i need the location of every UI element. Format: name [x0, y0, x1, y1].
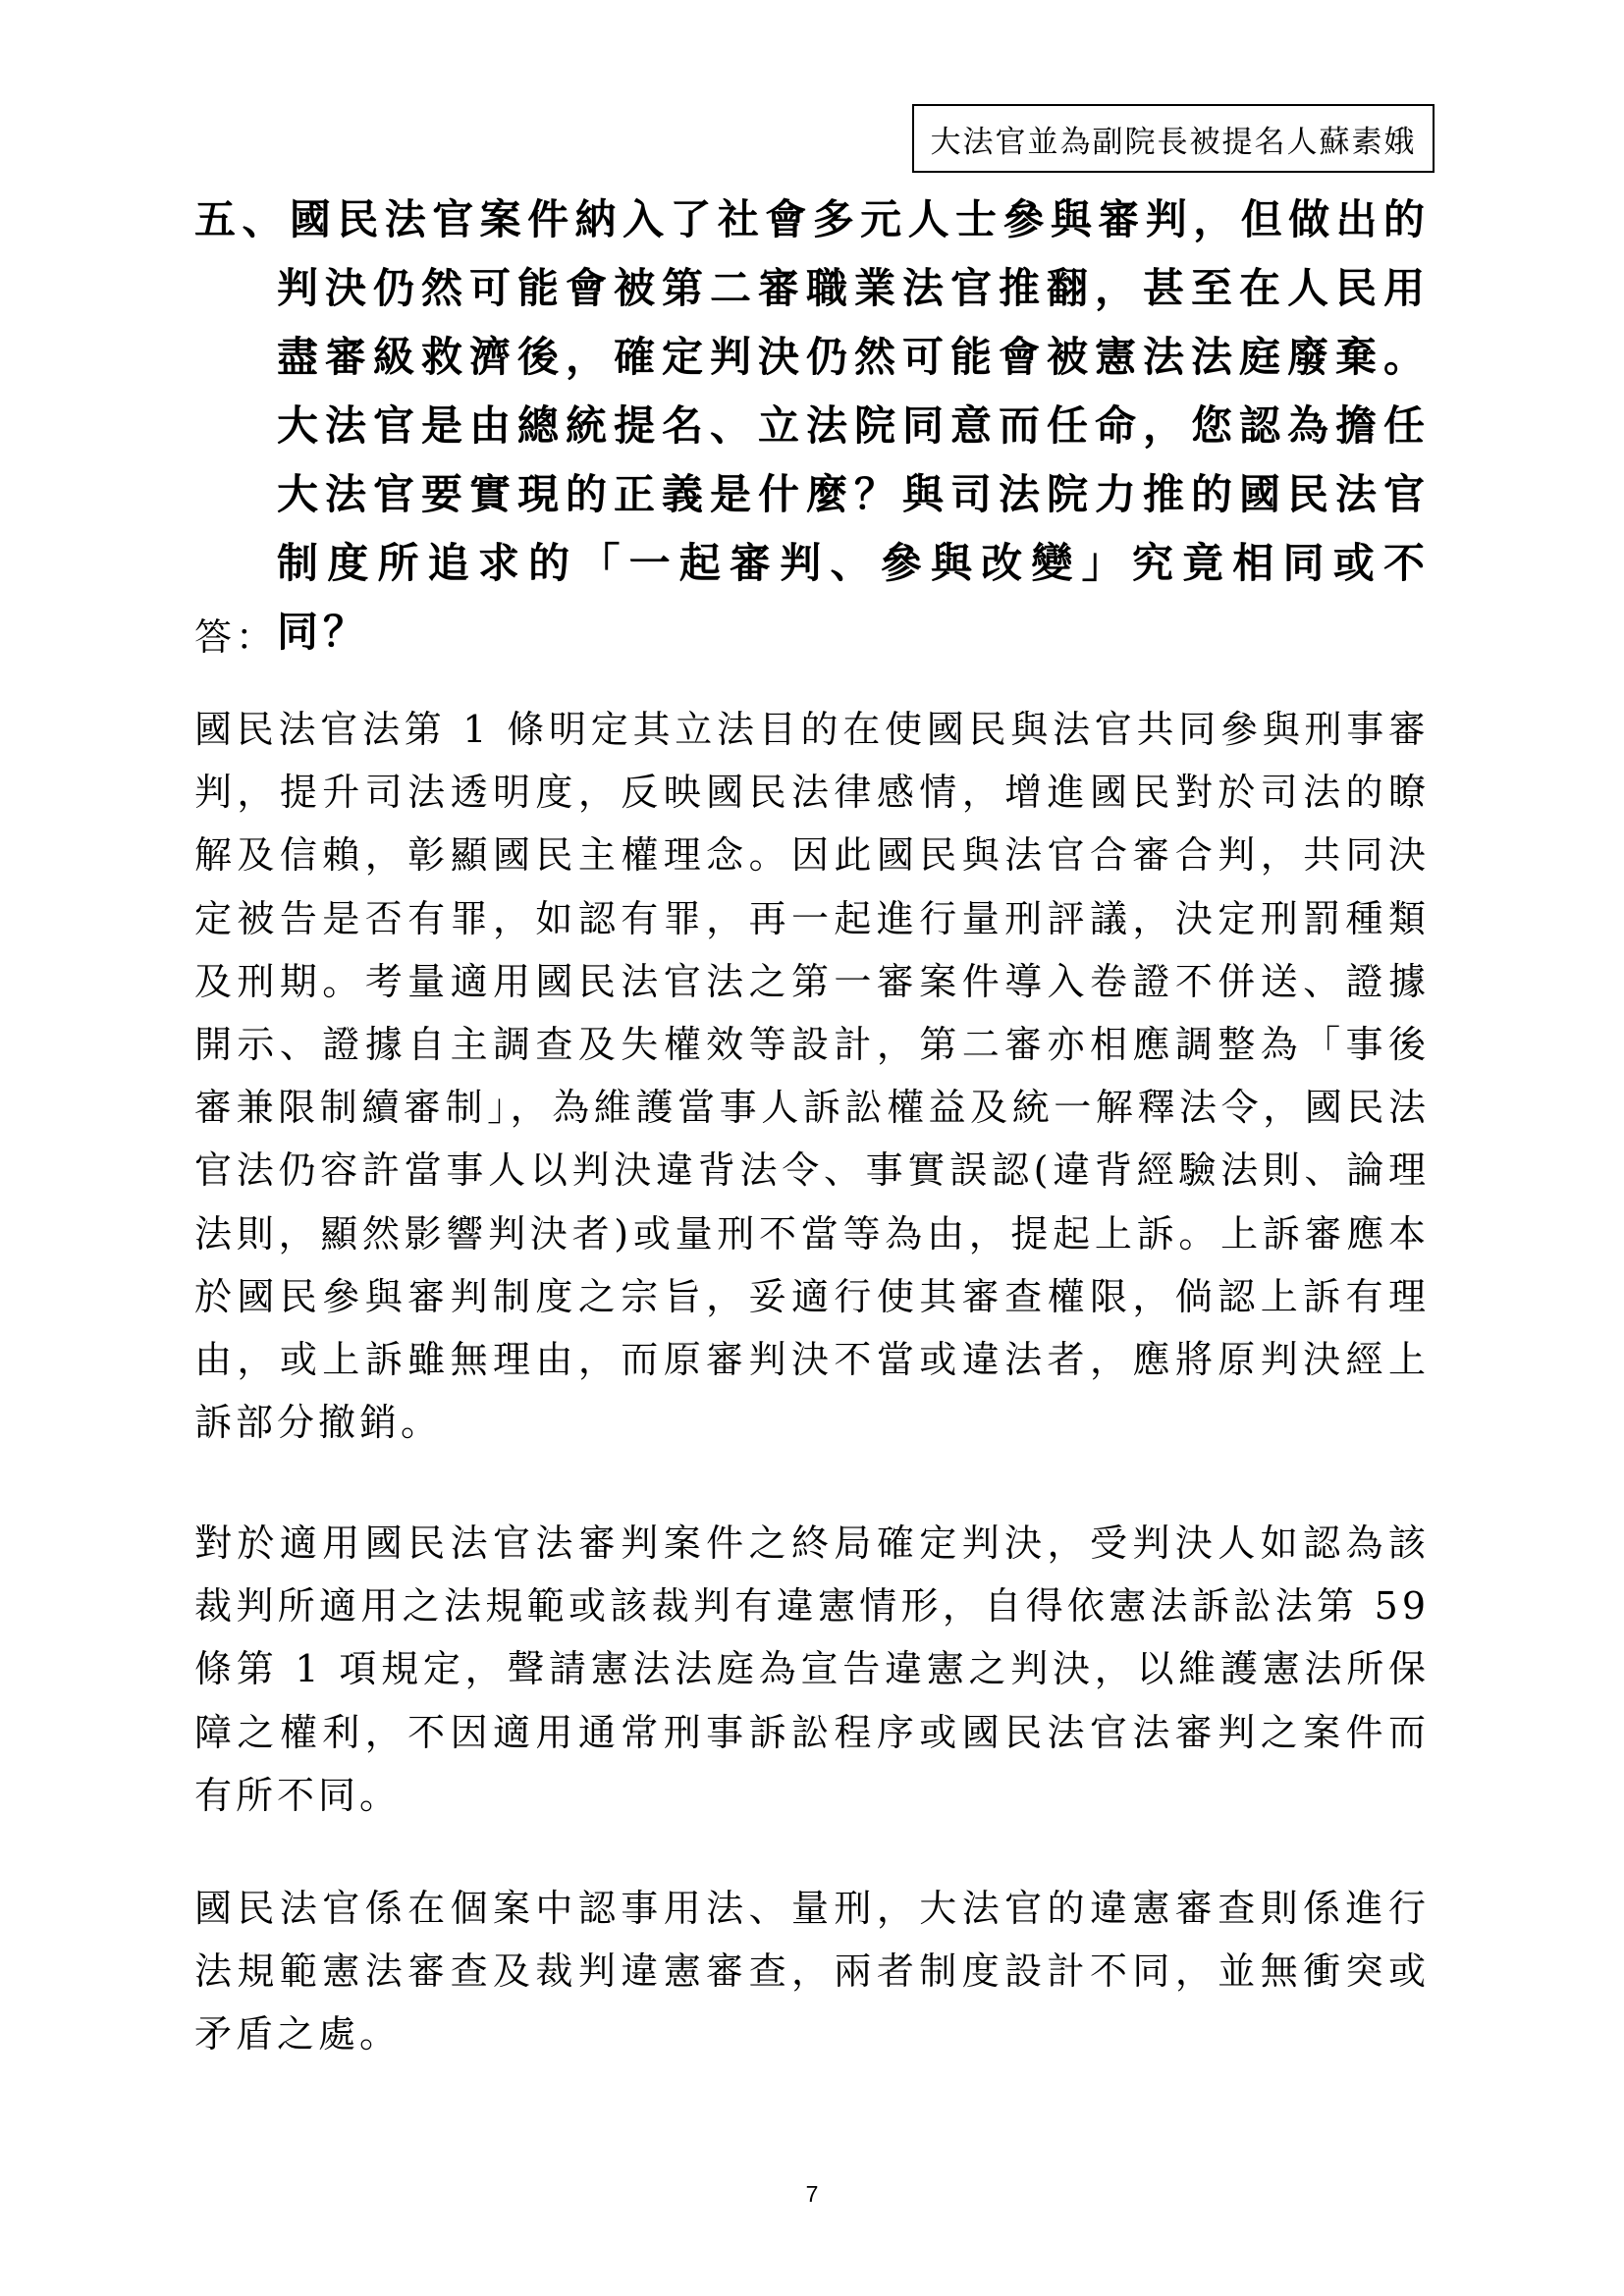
question-heading: 五、國民法官案件納入了社會多元人士參與審判，但做出的判決仍然可能會被第二審職業法官推翻，甚至在人民用盡審級救濟後，確定判決仍然可能會被憲法法庭廢棄。大法官是由總統提名、立法院同意而任命，您認為擔任大法官要實現的正義是什麼？與司法院力推的國民法官制度所追求的「一起審判、參與改變」究竟相同或不同？	[194, 195, 1430, 656]
answer-paragraph-2: 對於適用國民法官法審判案件之終局確定判決，受判決人如認為該裁判所適用之法規範或該裁判有違憲情形，自得依憲法訴訟法第 59 條第 1 項規定，聲請憲法法庭為宣告違憲之判決，以維護憲法所保障之權利，不因適用通常刑事訴訟程序或國民法官法審判之案件而有所不同。	[194, 1522, 1430, 1817]
document-header-label: 大法官並為副院長被提名人蘇素娥	[912, 104, 1435, 173]
answer-paragraph-1: 國民法官法第 1 條明定其立法目的在使國民與法官共同參與刑事審判，提升司法透明度，反映國民法律感情，增進國民對於司法的瞭解及信賴，彰顯國民主權理念。因此國民與法官合審合判，共同決定被告是否有罪，如認有罪，再一起進行量刑評議，決定刑罰種類及刑期。考量適用國民法官法之第一審案件導入卷證不併送、證據開示、證據自主調查及失權效等設計，第二審亦相應調整為「事後審兼限制續審制」，為維護當事人訴訟權益及統一解釋法令，國民法官法仍容許當事人以判決違背法令、事實誤認(違背經驗法則、論理法則，顯然影響判決者)或量刑不當等為由，提起上訴。上訴審應本於國民參與審判制度之宗旨，妥適行使其審查權限，倘認上訴有理由，或上訴雖無理由，而原審判決不當或違法者，應將原判決經上訴部分撤銷。	[194, 708, 1430, 1445]
answer-paragraph-3: 國民法官係在個案中認事用法、量刑，大法官的違憲審查則係進行法規範憲法審查及裁判違憲審查，兩者制度設計不同，並無衝突或矛盾之處。	[194, 1887, 1430, 2056]
answer-label: 答：	[194, 615, 278, 659]
page-number: 7	[805, 2181, 819, 2207]
